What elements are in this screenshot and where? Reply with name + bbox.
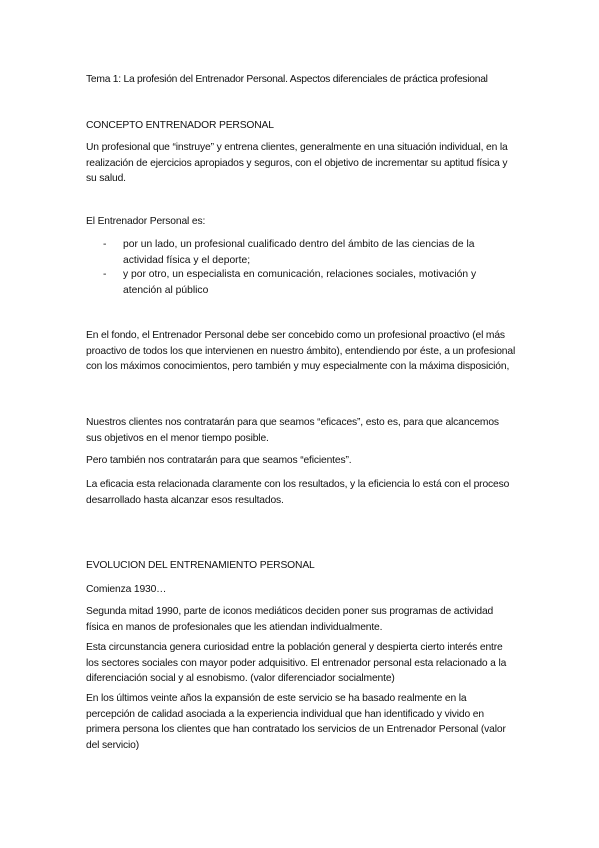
list-intro: El Entrenador Personal es: xyxy=(86,216,206,227)
list-item-text: y por otro, un especialista en comunicación, relaciones sociales, motivación y atención al público xyxy=(123,269,477,296)
section-heading-evolucion: EVOLUCION DEL ENTRENAMIENTO PERSONAL xyxy=(86,560,315,571)
paragraph-ultimos-veinte: En los últimos veinte años la expansión de este servicio se ha basado realmente en la percepción de calidad asociada a la experiencia individual que han identificado y vivido en primera persona los clientes que han contratado los servicios de un Entrenador Personal (valor del servicio) xyxy=(86,693,506,751)
list-bullet: - xyxy=(103,269,107,280)
paragraph-segunda-mitad: Segunda mitad 1990, parte de iconos mediáticos deciden poner sus programas de actividad física en manos de profesionales que les atiendan individualmente. xyxy=(86,606,494,633)
definition-paragraph: Un profesional que “instruye” y entrena clientes, generalmente en una situación individual, en la realización de ejercicios apropiados y seguros, con el objetivo de incrementar su aptitud física y su salud. xyxy=(86,142,508,184)
paragraph-proactivo: En el fondo, el Entrenador Personal debe ser concebido como un profesional proactivo (el más proactivo de todos los que intervienen en nuestro ámbito), entendiendo por éste, a un profesional con los máximos conocimientos, pero también y muy especialmente con la máxima disposición, xyxy=(86,330,516,372)
paragraph-eficaces: Nuestros clientes nos contratarán para que seamos “eficaces”, esto es, para que alcancemos sus objetivos en el menor tiempo posible. xyxy=(86,417,499,444)
section-heading-concepto: CONCEPTO ENTRENADOR PERSONAL xyxy=(86,120,274,131)
list-bullet: - xyxy=(103,239,107,250)
paragraph-eficacia: La eficacia esta relacionada claramente con los resultados, y la eficiencia lo está con el proceso desarrollado hasta alcanzar esos resultados. xyxy=(86,479,510,506)
document-title: Tema 1: La profesión del Entrenador Personal. Aspectos diferenciales de práctica profesional xyxy=(86,74,488,85)
paragraph-eficientes: Pero también nos contratarán para que seamos “eficientes”. xyxy=(86,455,352,466)
paragraph-comienza: Comienza 1930… xyxy=(86,584,167,595)
paragraph-circunstancia: Esta circunstancia genera curiosidad entre la población general y despierta cierto interés entre los sectores sociales con mayor poder adquisitivo. El entrenador personal esta relacionado a la diferenciación social y al esnobismo. (valor diferenciador socialmente) xyxy=(86,642,507,684)
list-item-text: por un lado, un profesional cualificado dentro del ámbito de las ciencias de la actividad física y el deporte; xyxy=(123,239,475,266)
